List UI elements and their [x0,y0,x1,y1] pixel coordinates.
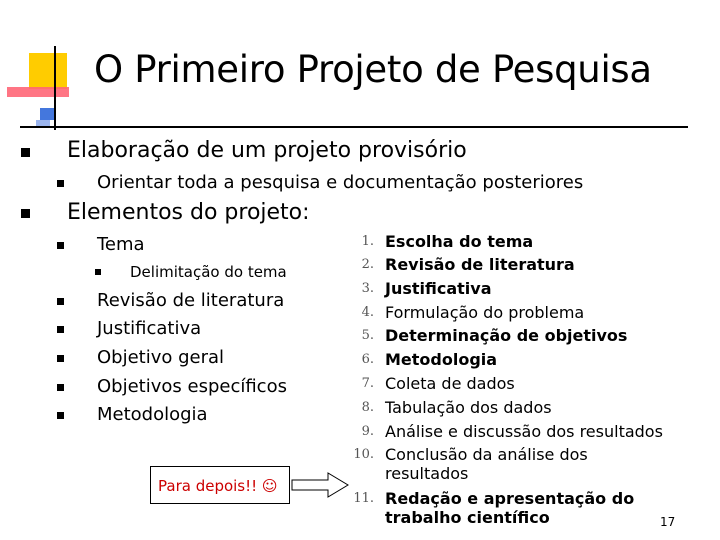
list-number: 3. [361,281,374,296]
list-item-elementos: Elementos do projeto: [67,200,310,225]
list-number: 10. [353,447,374,462]
bullet-square-icon [21,209,30,218]
list-item-metodologia: Metodologia [97,404,208,425]
decorative-blue-square [40,108,54,120]
list-number: 7. [361,376,374,391]
list-item-delimitacao: Delimitação do tema [130,263,287,281]
numbered-item-11-continued: trabalho científico [385,508,550,527]
title-underline [20,126,688,128]
list-item-orientar: Orientar toda a pesquisa e documentação posteriores [97,172,584,193]
decorative-pink-bar [7,87,69,97]
list-number: 4. [361,305,374,320]
bullet-square-icon [57,412,64,419]
numbered-item-7: Coleta de dados [385,374,515,393]
bullet-square-icon [21,148,30,157]
list-number: 8. [361,400,374,415]
list-number: 6. [361,352,374,367]
bullet-square-icon [95,269,101,275]
list-item-objetivo-geral: Objetivo geral [97,347,225,368]
list-item-tema: Tema [97,234,145,255]
list-item-revisao: Revisão de literatura [97,290,285,311]
numbered-item-8: Tabulação dos dados [385,398,552,417]
slide-title: O Primeiro Projeto de Pesquisa [94,48,652,91]
list-item-justificativa: Justificativa [97,318,202,339]
bullet-square-icon [57,384,64,391]
list-number: 1. [361,234,374,249]
numbered-item-1: Escolha do tema [385,232,534,251]
decorative-vertical-line [54,46,56,130]
decorative-yellow-square [29,53,67,89]
list-number: 2. [361,257,374,272]
bullet-square-icon [57,355,64,362]
numbered-item-3: Justificativa [385,279,492,298]
list-item-objetivos-especificos: Objetivos específicos [97,376,287,397]
numbered-item-2: Revisão de literatura [385,255,575,274]
numbered-item-9: Análise e discussão dos resultados [385,422,663,441]
numbered-item-6: Metodologia [385,350,498,369]
numbered-item-5: Determinação de objetivos [385,326,628,345]
bullet-square-icon [57,180,64,187]
bullet-square-icon [57,298,64,305]
bullet-square-icon [57,242,64,249]
page-number: 17 [660,515,676,529]
numbered-item-11: Redação e apresentação do [385,489,635,508]
numbered-item-10-continued: resultados [385,464,469,483]
list-item-elaboracao: Elaboração de um projeto provisório [67,138,467,163]
numbered-item-10: Conclusão da análise dos [385,445,588,464]
bullet-square-icon [57,326,64,333]
list-number: 5. [361,328,374,343]
list-number: 11. [353,491,374,506]
numbered-item-4: Formulação do problema [385,303,585,322]
callout-text: Para depois!! ☺ [158,477,278,495]
list-number: 9. [361,424,374,439]
